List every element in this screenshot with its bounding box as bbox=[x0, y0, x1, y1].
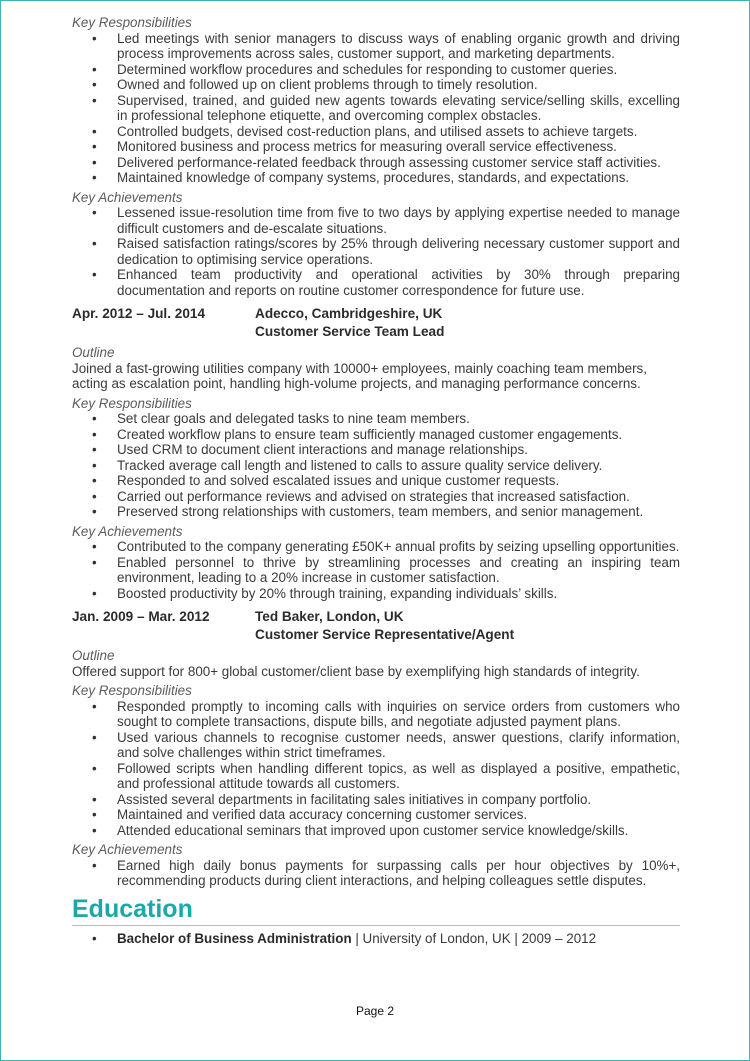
responsibilities-list bbox=[72, 411, 680, 520]
list-item: • Carried out performance reviews and advised on strategies that increased satisfaction. bbox=[117, 489, 680, 505]
education-heading: Education bbox=[72, 894, 193, 923]
education-item bbox=[117, 931, 680, 947]
job-dates: Apr. 2012 – Jul. 2014 bbox=[72, 306, 206, 321]
job-role: Customer Service Representative/Agent bbox=[255, 627, 515, 642]
list-item: • Tracked average call length and listened to calls to assure quality service delivery. bbox=[117, 458, 680, 474]
degree-details: | University of London, UK | 2009 – 2012 bbox=[351, 930, 597, 946]
list-item: • Preserved strong relationships with customers, team members, and senior management. bbox=[117, 504, 680, 520]
section-label: Key Achievements bbox=[72, 842, 183, 857]
list-item: • Monitored business and process metrics for measuring overall service effectiveness. bbox=[117, 139, 680, 155]
list-item: • Boosted productivity by 20% through training, expanding individuals’ skills. bbox=[117, 586, 680, 602]
job-company: Ted Baker, London, UK bbox=[255, 609, 404, 624]
list-item: • Used various channels to recognise customer needs, answer questions, clarify information, and solve challenges within strict timeframes. bbox=[117, 730, 680, 761]
list-item: • Used CRM to document client interactions and manage relationships. bbox=[117, 442, 680, 458]
page-number: Page 2 bbox=[355, 1004, 395, 1018]
section-divider bbox=[72, 925, 680, 926]
achievements-list bbox=[72, 539, 680, 601]
list-item: • Responded promptly to incoming calls with inquiries on service orders from customers who sought to complete transactions, dispute bills, and negotiate adjusted payment plans. bbox=[117, 699, 680, 730]
education-list bbox=[72, 931, 680, 947]
list-item: • Maintained and verified data accuracy concerning customer services. bbox=[117, 807, 680, 823]
list-item: • Earned high daily bonus payments for surpassing calls per hour objectives by 10%+, recommending products during client interactions, and helping colleagues settle disputes. bbox=[117, 858, 680, 889]
job-outline: Joined a fast-growing utilities company with 10000+ employees, mainly coaching team members, acting as escalation point, handling high-volume projects, and managing performance concerns. bbox=[72, 360, 647, 391]
list-item: • Raised satisfaction ratings/scores by 25% through delivering necessary customer support and dedication to optimising service operations. bbox=[117, 236, 680, 267]
job-title-block bbox=[255, 305, 444, 341]
job-outline: Offered support for 800+ global customer/client base by exemplifying high standards of integrity. bbox=[72, 663, 640, 679]
section-label: Key Achievements bbox=[72, 523, 183, 539]
job-header bbox=[72, 608, 680, 644]
job-company: Adecco, Cambridgeshire, UK bbox=[255, 306, 443, 321]
achievements-list bbox=[72, 858, 680, 889]
list-item: • Created workflow plans to ensure team sufficiently managed customer engagements. bbox=[117, 427, 680, 443]
list-item: • Supervised, trained, and guided new agents towards elevating service/selling skills, excelling in professional telephone etiquette, and overcoming complex obstacles. bbox=[117, 93, 680, 124]
list-item: • Enhanced team productivity and operational activities by 30% through preparing documentation and reports on routine customer correspondence for future use. bbox=[117, 267, 680, 298]
section-label: Key Responsibilities bbox=[72, 683, 192, 698]
list-item: • Set clear goals and delegated tasks to nine team members. bbox=[117, 411, 680, 427]
job-dates: Jan. 2009 – Mar. 2012 bbox=[72, 609, 210, 624]
list-item: • Owned and followed up on client problems through to timely resolution. bbox=[117, 77, 680, 93]
achievements-list bbox=[72, 205, 680, 298]
list-item: • Determined workflow procedures and schedules for responding to customer queries. bbox=[117, 62, 680, 78]
job-title-block bbox=[255, 608, 514, 644]
list-item: • Enabled personnel to thrive by streamlining processes and creating an inspiring team environment, leading to a 20% increase in customer satisfaction. bbox=[117, 555, 680, 586]
list-item: • Led meetings with senior managers to discuss ways of enabling organic growth and driving process improvements across sales, customer support, and marketing departments. bbox=[117, 31, 680, 62]
list-item: • Attended educational seminars that improved upon customer service knowledge/skills. bbox=[117, 823, 680, 839]
list-item: • Lessened issue-resolution time from five to two days by applying expertise needed to manage difficult customers and de-escalate situations. bbox=[117, 205, 680, 236]
section-label: Key Responsibilities bbox=[72, 395, 192, 411]
section-label: Outline bbox=[72, 345, 115, 360]
list-item: • Delivered performance-related feedback through assessing customer service staff activities. bbox=[117, 155, 680, 171]
list-item: • Contributed to the company generating £50K+ annual profits by seizing upselling opportunities. bbox=[117, 539, 680, 555]
list-item: • Assisted several departments in facilitating sales initiatives in company portfolio. bbox=[117, 792, 680, 808]
section-label: Key Achievements bbox=[72, 189, 183, 205]
degree-name: Bachelor of Business Administration bbox=[117, 930, 352, 946]
list-item: • Maintained knowledge of company systems, procedures, standards, and expectations. bbox=[117, 170, 680, 186]
resume-content bbox=[72, 15, 680, 950]
job-role: Customer Service Team Lead bbox=[255, 324, 445, 339]
section-label: Outline bbox=[72, 648, 115, 663]
section-label: Key Responsibilities bbox=[72, 15, 192, 30]
list-item: • Responded to and solved escalated issues and unique customer requests. bbox=[117, 473, 680, 489]
responsibilities-list bbox=[72, 699, 680, 839]
responsibilities-list bbox=[72, 31, 680, 186]
job-header bbox=[72, 305, 680, 341]
list-item: • Followed scripts when handling different topics, as well as displayed a positive, empathetic, and professional attitude towards all customers. bbox=[117, 761, 680, 792]
list-item: • Controlled budgets, devised cost-reduction plans, and utilised assets to achieve targets. bbox=[117, 124, 680, 140]
